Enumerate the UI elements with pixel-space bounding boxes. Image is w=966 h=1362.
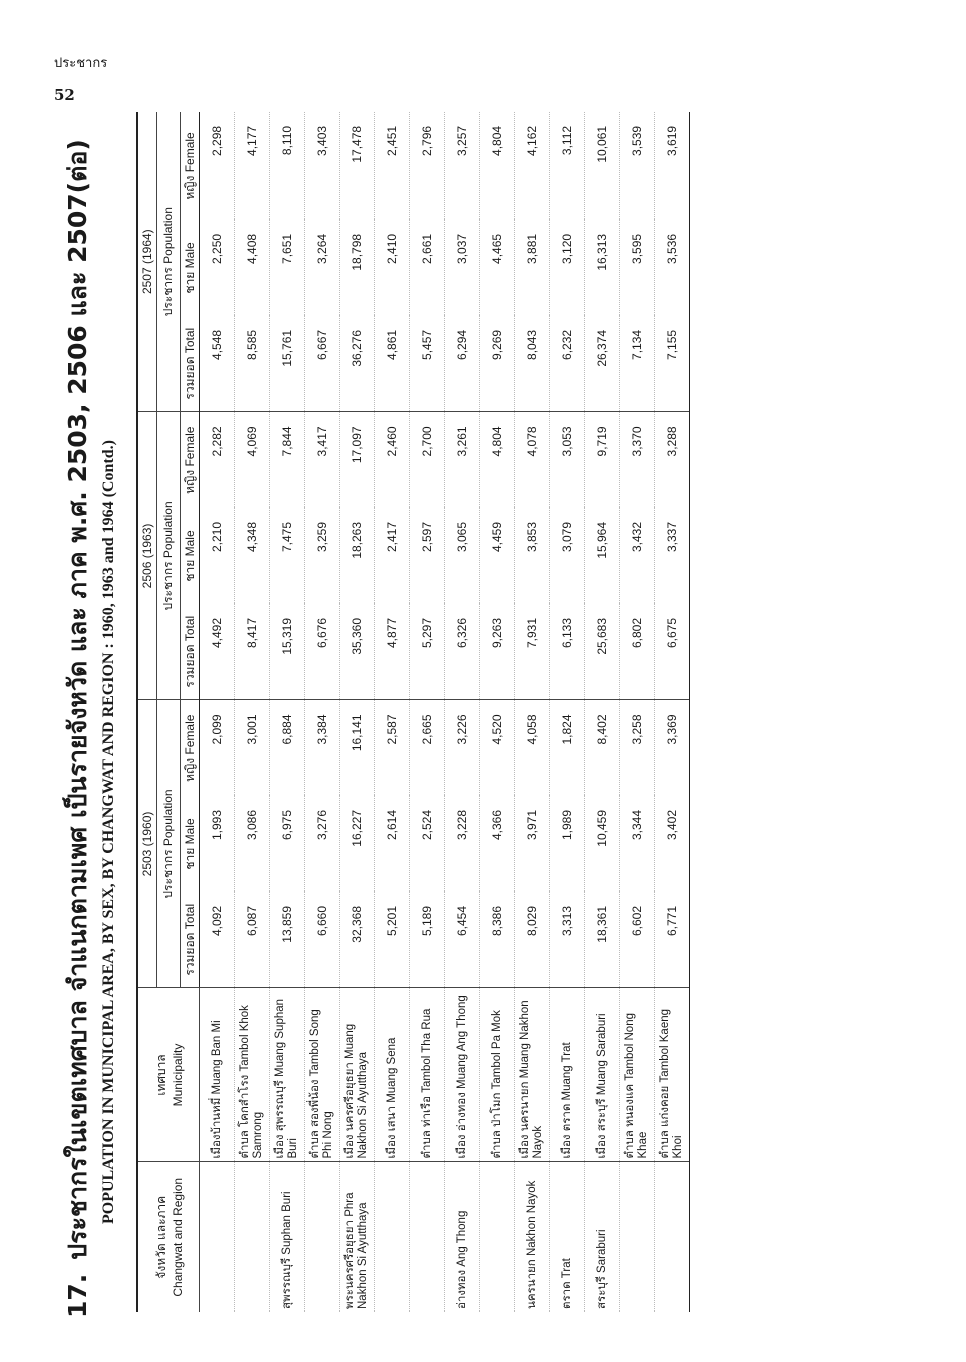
total-1964-cell: 8,043 xyxy=(515,316,550,412)
male-1960-cell: 2,614 xyxy=(375,796,410,892)
total-1964-cell: 4,861 xyxy=(375,316,410,412)
male-1964-cell: 3,264 xyxy=(305,220,340,316)
female-1964-cell: 2,298 xyxy=(200,112,235,220)
male-1963-cell: 18,263 xyxy=(340,508,375,604)
male-1963-cell: 15,964 xyxy=(585,508,620,604)
total-1964-cell: 8,585 xyxy=(235,316,270,412)
male-1963-cell: 3,079 xyxy=(550,508,585,604)
female-1963-cell: 3,261 xyxy=(445,412,480,508)
region-cell xyxy=(410,1162,445,1312)
male-1960-cell: 10,459 xyxy=(585,796,620,892)
male-1960-cell: 6,975 xyxy=(270,796,305,892)
table-row xyxy=(585,112,620,1312)
male-1960-cell: 3,276 xyxy=(305,796,340,892)
table-title-english: POPULATION IN MUNICIPAL AREA, BY SEX, BY CHANGWAT AND REGION : 1960, 1963 and 1964 (Contd.) xyxy=(100,440,117,1224)
male-1963-cell: 4,348 xyxy=(235,508,270,604)
female-1964-cell: 3,112 xyxy=(550,112,585,220)
total-1960-cell: 4,092 xyxy=(200,892,235,988)
table-row xyxy=(480,112,515,1312)
municipality-cell: ตำบล ท่าเรือ Tambol Tha Rua xyxy=(410,988,445,1162)
total-1964-cell: 7,134 xyxy=(620,316,655,412)
total-1963-cell: 4,877 xyxy=(375,604,410,700)
male-1963-cell: 2,210 xyxy=(200,508,235,604)
total-1960-cell: 6,454 xyxy=(445,892,480,988)
male-1964-cell: 2,250 xyxy=(200,220,235,316)
total-1963-cell: 25,683 xyxy=(585,604,620,700)
total-1960-cell: 6,771 xyxy=(655,892,690,988)
female-1964-cell: 4,177 xyxy=(235,112,270,220)
female-1960-cell: 16,141 xyxy=(340,700,375,796)
region-cell xyxy=(375,1162,410,1312)
total-1960-cell: 8,386 xyxy=(480,892,515,988)
male-1960-cell: 4,366 xyxy=(480,796,515,892)
male-1963-cell: 2,597 xyxy=(410,508,445,604)
male-1960-cell: 3,086 xyxy=(235,796,270,892)
female-1963-cell: 2,282 xyxy=(200,412,235,508)
total-1960-cell: 18,361 xyxy=(585,892,620,988)
female-1964-cell: 3,539 xyxy=(620,112,655,220)
female-1960-cell: 4,520 xyxy=(480,700,515,796)
total-1960-cell: 6,087 xyxy=(235,892,270,988)
table-row xyxy=(200,112,235,1312)
municipality-cell: ตำบล หนองแค Tambol Nong Khae xyxy=(620,988,655,1162)
total-1964-cell: 6,294 xyxy=(445,316,480,412)
male-1963-cell: 3,337 xyxy=(655,508,690,604)
municipality-cell: ตำบล สองพี่น้อง Tambol Song Phi Nong xyxy=(305,988,340,1162)
header-year-1964: 2507 (1964) xyxy=(137,112,157,412)
female-1964-cell: 2,796 xyxy=(410,112,445,220)
total-1964-cell: 9,269 xyxy=(480,316,515,412)
female-1963-cell: 2,460 xyxy=(375,412,410,508)
header-female: หญิง Female xyxy=(181,112,200,220)
region-cell xyxy=(620,1162,655,1312)
female-1963-cell: 3,288 xyxy=(655,412,690,508)
rotated-table-page xyxy=(48,92,894,1318)
total-1963-cell: 4,492 xyxy=(200,604,235,700)
male-1960-cell: 3,228 xyxy=(445,796,480,892)
table-row xyxy=(655,112,690,1312)
municipality-cell: ตำบล โคกสำโรง Tambol Khok Samrong xyxy=(235,988,270,1162)
region-cell: สุพรรณบุรี Suphan Buri xyxy=(270,1162,305,1312)
region-cell: ตราด Trat xyxy=(550,1162,585,1312)
region-cell xyxy=(200,1162,235,1312)
total-1963-cell: 35,360 xyxy=(340,604,375,700)
female-1963-cell: 3,370 xyxy=(620,412,655,508)
female-1963-cell: 2,700 xyxy=(410,412,445,508)
female-1960-cell: 4,058 xyxy=(515,700,550,796)
header-population-1963: ประชากร Population xyxy=(157,412,181,700)
female-1960-cell: 1,824 xyxy=(550,700,585,796)
male-1964-cell: 16,313 xyxy=(585,220,620,316)
region-cell xyxy=(655,1162,690,1312)
male-1963-cell: 3,432 xyxy=(620,508,655,604)
total-1960-cell: 8,029 xyxy=(515,892,550,988)
total-1963-cell: 6,326 xyxy=(445,604,480,700)
total-1963-cell: 8,417 xyxy=(235,604,270,700)
table-row xyxy=(620,112,655,1312)
male-1964-cell: 2,661 xyxy=(410,220,445,316)
total-1963-cell: 5,297 xyxy=(410,604,445,700)
header-region-english: Changwat and Region xyxy=(171,1177,185,1297)
female-1963-cell: 17,097 xyxy=(340,412,375,508)
municipality-cell: ตำบล แก่งคอย Tambol Kaeng Khoi xyxy=(655,988,690,1162)
table-row xyxy=(235,112,270,1312)
male-1964-cell: 3,595 xyxy=(620,220,655,316)
table-number: 17. xyxy=(63,1273,92,1318)
total-1964-cell: 6,232 xyxy=(550,316,585,412)
female-1964-cell: 10,061 xyxy=(585,112,620,220)
total-1963-cell: 15,319 xyxy=(270,604,305,700)
male-1960-cell: 3,344 xyxy=(620,796,655,892)
region-cell: นครนายก Nakhon Nayok xyxy=(515,1162,550,1312)
total-1960-cell: 5,189 xyxy=(410,892,445,988)
female-1964-cell: 3,619 xyxy=(655,112,690,220)
male-1960-cell: 3,402 xyxy=(655,796,690,892)
total-1963-cell: 6,133 xyxy=(550,604,585,700)
male-1963-cell: 4,459 xyxy=(480,508,515,604)
male-1963-cell: 2,417 xyxy=(375,508,410,604)
municipality-cell: เมือง นครศรีอยุธยา Muang Nakhon Si Ayutthaya xyxy=(340,988,375,1162)
total-1960-cell: 3,313 xyxy=(550,892,585,988)
header-population-1964: ประชากร Population xyxy=(157,112,181,412)
table-row xyxy=(410,112,445,1312)
female-1964-cell: 3,403 xyxy=(305,112,340,220)
male-1964-cell: 2,410 xyxy=(375,220,410,316)
total-1964-cell: 15,761 xyxy=(270,316,305,412)
header-year-1960: 2503 (1960) xyxy=(137,700,157,988)
female-1964-cell: 4,804 xyxy=(480,112,515,220)
page-number: 52 xyxy=(54,86,75,104)
region-cell xyxy=(235,1162,270,1312)
region-cell xyxy=(305,1162,340,1312)
male-1963-cell: 3,259 xyxy=(305,508,340,604)
total-1960-cell: 13,859 xyxy=(270,892,305,988)
male-1964-cell: 18,798 xyxy=(340,220,375,316)
total-1960-cell: 6,602 xyxy=(620,892,655,988)
male-1963-cell: 3,065 xyxy=(445,508,480,604)
total-1960-cell: 32,368 xyxy=(340,892,375,988)
header-female: หญิง Female xyxy=(181,412,200,508)
total-1964-cell: 4,548 xyxy=(200,316,235,412)
header-municipality-english: Municipality xyxy=(171,1043,185,1107)
header-total: รวมยอด Total xyxy=(181,316,200,412)
page-category: ประชากร xyxy=(54,56,108,71)
total-1964-cell: 5,457 xyxy=(410,316,445,412)
female-1964-cell: 2,451 xyxy=(375,112,410,220)
male-1960-cell: 16,227 xyxy=(340,796,375,892)
female-1963-cell: 4,804 xyxy=(480,412,515,508)
table-row xyxy=(270,112,305,1312)
municipality-cell: เมือง ตราด Muang Trat xyxy=(550,988,585,1162)
male-1964-cell: 4,465 xyxy=(480,220,515,316)
female-1960-cell: 3,369 xyxy=(655,700,690,796)
male-1964-cell: 4,408 xyxy=(235,220,270,316)
header-female: หญิง Female xyxy=(181,700,200,796)
total-1963-cell: 6,802 xyxy=(620,604,655,700)
region-cell: พระนครศรีอยุธยา Phra Nakhon Si Ayutthaya xyxy=(340,1162,375,1312)
population-table xyxy=(136,112,690,1312)
region-cell xyxy=(480,1162,515,1312)
title-thai-text: ประชากรในเขตเทศบาล จำแนกตามเพศ เป็นรายจังหวัด และ ภาค พ.ศ. 2503, 2506 และ 2507(ต่อ) xyxy=(63,139,92,1260)
female-1964-cell: 8,110 xyxy=(270,112,305,220)
header-region-thai: จังหวัด และภาค xyxy=(154,1195,168,1279)
region-cell: อ่างทอง Ang Thong xyxy=(445,1162,480,1312)
female-1960-cell: 2,099 xyxy=(200,700,235,796)
header-population-1960: ประชากร Population xyxy=(157,700,181,988)
male-1964-cell: 3,120 xyxy=(550,220,585,316)
total-1960-cell: 5,201 xyxy=(375,892,410,988)
male-1960-cell: 2,524 xyxy=(410,796,445,892)
female-1963-cell: 9,719 xyxy=(585,412,620,508)
female-1963-cell: 7,844 xyxy=(270,412,305,508)
table-row xyxy=(550,112,585,1312)
male-1964-cell: 3,881 xyxy=(515,220,550,316)
female-1963-cell: 3,053 xyxy=(550,412,585,508)
female-1963-cell: 4,069 xyxy=(235,412,270,508)
female-1960-cell: 2,587 xyxy=(375,700,410,796)
header-municipality-thai: เทศบาล xyxy=(154,1054,168,1096)
female-1963-cell: 4,078 xyxy=(515,412,550,508)
header-municipality xyxy=(137,988,200,1162)
total-1964-cell: 6,667 xyxy=(305,316,340,412)
female-1960-cell: 6,884 xyxy=(270,700,305,796)
header-year-1963: 2506 (1963) xyxy=(137,412,157,700)
municipality-cell: เมือง เสนา Muang Sena xyxy=(375,988,410,1162)
female-1960-cell: 8,402 xyxy=(585,700,620,796)
header-total: รวมยอด Total xyxy=(181,892,200,988)
municipality-cell: เมือง นครนายก Muang Nakhon Nayok xyxy=(515,988,550,1162)
female-1960-cell: 3,258 xyxy=(620,700,655,796)
region-cell: สระบุรี Saraburi xyxy=(585,1162,620,1312)
table-row xyxy=(340,112,375,1312)
header-male: ชาย Male xyxy=(181,508,200,604)
table-row xyxy=(445,112,480,1312)
female-1960-cell: 3,001 xyxy=(235,700,270,796)
female-1960-cell: 2,665 xyxy=(410,700,445,796)
male-1964-cell: 7,651 xyxy=(270,220,305,316)
total-1960-cell: 6,660 xyxy=(305,892,340,988)
male-1964-cell: 3,037 xyxy=(445,220,480,316)
total-1963-cell: 6,675 xyxy=(655,604,690,700)
header-male: ชาย Male xyxy=(181,220,200,316)
female-1964-cell: 3,257 xyxy=(445,112,480,220)
municipality-cell: เมือง สุพรรณบุรี Muang Suphan Buri xyxy=(270,988,305,1162)
municipality-cell: เมือง อ่างทอง Muang Ang Thong xyxy=(445,988,480,1162)
male-1960-cell: 1,993 xyxy=(200,796,235,892)
total-1963-cell: 9,263 xyxy=(480,604,515,700)
total-1963-cell: 6,676 xyxy=(305,604,340,700)
table-title-thai xyxy=(58,125,98,1318)
total-1964-cell: 7,155 xyxy=(655,316,690,412)
female-1964-cell: 17,478 xyxy=(340,112,375,220)
municipality-cell: เมืองบ้านหมี่ Muang Ban Mi xyxy=(200,988,235,1162)
male-1964-cell: 3,536 xyxy=(655,220,690,316)
female-1963-cell: 3,417 xyxy=(305,412,340,508)
table-row xyxy=(305,112,340,1312)
male-1960-cell: 1,989 xyxy=(550,796,585,892)
total-1963-cell: 7,931 xyxy=(515,604,550,700)
municipality-cell: ตำบล ป่าโมก Tambol Pa Mok xyxy=(480,988,515,1162)
male-1960-cell: 3,971 xyxy=(515,796,550,892)
female-1960-cell: 3,384 xyxy=(305,700,340,796)
female-1960-cell: 3,226 xyxy=(445,700,480,796)
male-1963-cell: 3,853 xyxy=(515,508,550,604)
header-total: รวมยอด Total xyxy=(181,604,200,700)
header-male: ชาย Male xyxy=(181,796,200,892)
total-1964-cell: 26,374 xyxy=(585,316,620,412)
female-1964-cell: 4,162 xyxy=(515,112,550,220)
male-1963-cell: 7,475 xyxy=(270,508,305,604)
total-1964-cell: 36,276 xyxy=(340,316,375,412)
table-row xyxy=(375,112,410,1312)
municipality-cell: เมือง สระบุรี Muang Saraburi xyxy=(585,988,620,1162)
header-region xyxy=(137,1162,200,1312)
table-row xyxy=(515,112,550,1312)
